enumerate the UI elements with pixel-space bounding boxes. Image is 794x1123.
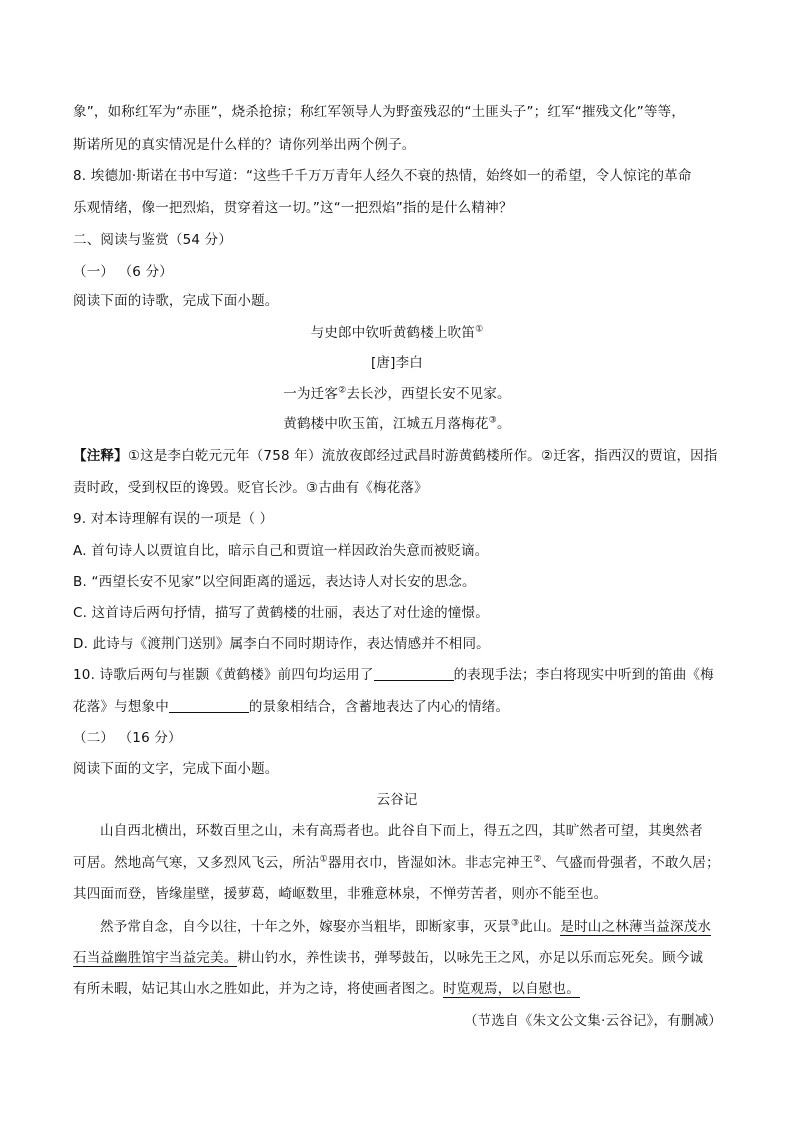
poem-line-2-footnote-mark: ③ — [488, 415, 498, 426]
q9-stem: 9. 对本诗理解有误的一项是（ ） — [73, 511, 274, 527]
part-1-label: （一） （6 分） — [73, 264, 173, 280]
essay-footnote-mark-3: ③ — [511, 918, 520, 929]
notes-line-1 — [73, 446, 733, 466]
essay-source-note: （节选自《朱文公文集·云谷记》，有删减） — [463, 1013, 722, 1029]
underlined-sentence-2: 时览观焉，以自慰也。 — [442, 981, 580, 997]
q9-option-c: C. 这首诗后两句抒情，描写了黄鹤楼的壮丽，表达了对仕途的憧憬。 — [73, 605, 489, 621]
essay-p2-line-3-a: 有所未暇，姑记其山水之胜如此，并为之诗，将使画者图之。 — [73, 981, 443, 997]
poem-line-1-a: 一为迁客 — [283, 386, 339, 402]
essay-p1-line-2 — [73, 853, 733, 873]
essay-p2-line-1-b: 此山。 — [519, 919, 561, 935]
q7-text-line-2: 斯诺所见的真实情况是什么样的？请你列举出两个例子。 — [73, 137, 416, 153]
essay-p1-line-1: 山自西北横出，环数百里之山，未有高焉者也。此谷自下而上，得五之四，其旷然者可望，其奥然者 — [100, 823, 703, 839]
notes-text-1: ①这是李白乾元元年（758 年）流放夜郎经过武昌时游黄鹤楼所作。②迁客，指西汉的贾谊，因指 — [127, 448, 718, 464]
q10-text-1: 10. 诗歌后两句与崔颢《黄鹤楼》前四句均运用了 — [73, 667, 374, 683]
poem-title — [0, 323, 794, 343]
q10-line-2 — [73, 697, 733, 717]
poem-author: [唐]李白 — [370, 355, 424, 371]
essay-footnote-mark-1: ① — [319, 854, 328, 865]
essay-p2-line-3 — [73, 979, 733, 999]
part-2-instruction: 阅读下面的文字，完成下面小题。 — [73, 761, 279, 777]
essay-title: 云谷记 — [376, 792, 418, 808]
poem-line-2-a: 黄鹤楼中吹玉笛，江城五月落梅花 — [283, 416, 489, 432]
q10-line-1 — [73, 665, 733, 685]
essay-p2-line-1-a: 然予常自念，自今以往，十年之外，嫁娶亦当粗毕，即断家事，灭景 — [100, 919, 511, 935]
poem-line-2 — [0, 414, 794, 434]
q8-text-line-2: 乐观情绪，像一把烈焰，贯穿着这一切。”这“一把烈焰”指的是什么精神？ — [73, 200, 513, 216]
essay-p1-line-2-c: 、气盛而骨强者，不敢久居； — [541, 855, 720, 871]
q10-text-2: 的表现手法；李白将现实中听到的笛曲《梅 — [453, 667, 714, 683]
essay-p1-line-2-b: 器用衣巾，皆湿如沐。非志完神王 — [327, 855, 534, 871]
part-2-label: （二） （16 分） — [73, 730, 182, 746]
q8-text-line-1: 8. 埃德加·斯诺在书中写道：“这些千千万万青年人经久不衰的热情，始终如一的希望，令人惊诧的革命 — [73, 168, 692, 184]
essay-p2-line-2-b: 耕山钓水，养性读书，弹琴鼓缶，以咏先王之风，亦足以乐而忘死矣。顾今诚 — [237, 950, 704, 966]
underlined-sentence-1-part-1: 是时山之林薄当益深茂水 — [560, 919, 712, 935]
q9-option-d: D. 此诗与《渡荆门送别》属李白不同时期诗作，表达情感并不相同。 — [73, 636, 490, 652]
poem-line-2-b: 。 — [497, 416, 511, 432]
q9-option-b: B. “西望长安不见家”以空间距离的遥远，表达诗人对长安的思念。 — [73, 574, 476, 590]
underlined-sentence-1-part-2: 石当益幽胜馆宇当益完美。 — [73, 950, 238, 966]
q10-text-3: 花落》与想象中 — [73, 699, 169, 715]
poem-title-footnote-mark: ① — [475, 324, 484, 335]
notes-label: 【注释】 — [73, 448, 128, 464]
q10-blank-1[interactable] — [374, 666, 454, 681]
essay-p1-line-2-a: 可居。然地高气寒，又多烈风飞云，所沾 — [73, 855, 320, 871]
q9-option-a: A. 首句诗人以贾谊自比，暗示自己和贾谊一样因政治失意而被贬谪。 — [73, 543, 489, 559]
essay-footnote-mark-2: ② — [533, 854, 542, 865]
part-1-instruction: 阅读下面的诗歌，完成下面小题。 — [73, 293, 279, 309]
notes-line-2: 责时政，受到权臣的谗毁。贬官长沙。③古曲有《梅花落》 — [73, 480, 428, 496]
q10-text-4: 的景象相结合，含蓄地表达了内心的情绪。 — [248, 699, 510, 715]
essay-p2-line-2 — [73, 948, 733, 968]
poem-line-1-b: 去长沙，西望长安不见家。 — [346, 386, 511, 402]
q10-blank-2[interactable] — [169, 698, 249, 713]
essay-p1-line-3: 其四面而登，皆缘崖壁，援萝葛，崎岖数里，非雅意林泉，不惮劳苦者，则亦不能至也。 — [73, 886, 608, 902]
essay-p2-line-1 — [100, 917, 730, 937]
section-2-heading: 二、阅读与鉴赏（54 分） — [73, 232, 233, 248]
poem-line-1 — [0, 384, 794, 404]
poem-title-text: 与史郎中钦听黄鹤楼上吹笛 — [310, 325, 476, 341]
poem-line-1-footnote-mark: ② — [338, 385, 347, 396]
q7-text-line-1: 象”，如称红军为“赤匪”，烧杀抢掠；称红军领导人为野蛮残忍的“土匪头子”；红军“摧残文化”等等， — [73, 104, 686, 120]
